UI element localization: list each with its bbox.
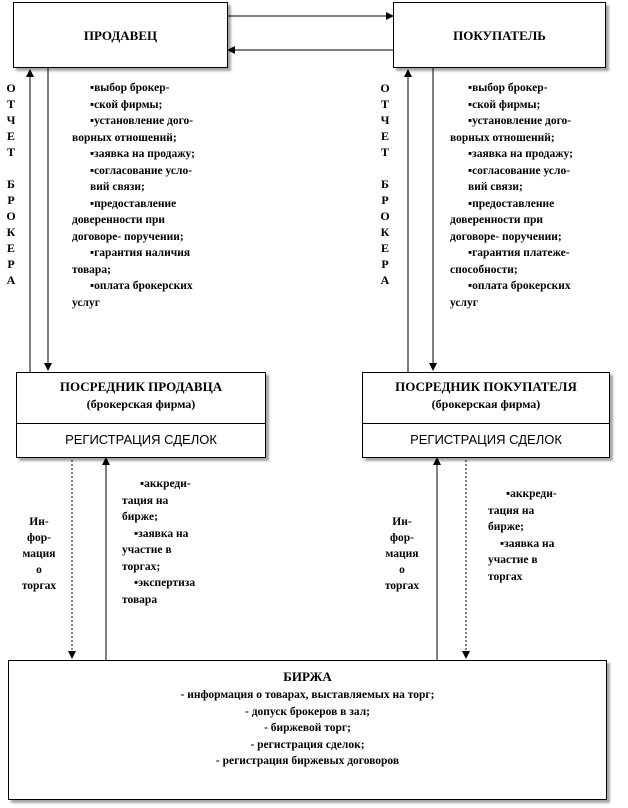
buyer-broker-subtitle: (брокерская фирма) xyxy=(431,397,541,411)
list-item: бирже; xyxy=(488,521,524,533)
list-item: ▪установление дого- xyxy=(90,115,194,127)
seller-broker-box xyxy=(16,372,266,458)
list-item: услуг xyxy=(72,296,100,309)
list-item: ▪согласование усло- xyxy=(90,164,193,177)
seller-title: ПРОДАВЕЦ xyxy=(83,28,158,43)
seller-info-label: Ин- фор- мация о торгах xyxy=(21,516,57,592)
list-item: договоре- поручении; xyxy=(450,230,562,243)
list-item: вoрных отношений; xyxy=(72,131,177,144)
exchange-functions-list xyxy=(9,687,606,770)
list-item: ▪заявка на продажу; xyxy=(468,148,573,160)
buyer-title: ПОКУПАТЕЛЬ xyxy=(453,28,546,43)
exchange-title: БИРЖА xyxy=(283,669,332,684)
list-item: ворных отношений; xyxy=(450,131,555,144)
list-item: тация на xyxy=(488,504,535,517)
list-item: ▪экспертиза xyxy=(134,577,196,589)
list-item: ▪заявка на xyxy=(500,537,555,550)
list-item: - биржевой торг; xyxy=(264,722,351,734)
buyer-broker-report-label: О Т Ч Е Т Б Р О К Е Р А xyxy=(380,81,390,287)
list-item: ▪предоставление xyxy=(468,197,555,210)
seller-broker-title: ПОСРЕДНИК ПРОДАВЦА xyxy=(59,379,223,394)
seller-box xyxy=(13,2,228,68)
list-item: - регистрация сделок; xyxy=(250,738,365,751)
list-item: услуг xyxy=(450,296,478,309)
list-item: ▪аккреди- xyxy=(506,488,557,500)
list-item: ▪установление дого- xyxy=(468,115,572,127)
list-item: ▪предоставление xyxy=(90,197,177,210)
list-item: ▪оплата брокерских xyxy=(90,280,193,292)
list-item: товара xyxy=(122,593,158,606)
list-item: - информация о товарах, выставляемых на торг; xyxy=(180,689,435,701)
list-item: участие в xyxy=(488,554,538,566)
list-item: вий связи; xyxy=(90,181,145,193)
list-item: товара; xyxy=(72,263,111,276)
list-item: ▪заявка на продажу; xyxy=(90,148,195,160)
buyer-exchange-list xyxy=(488,486,598,585)
list-item: тация на xyxy=(122,494,169,507)
divider xyxy=(363,423,609,424)
list-item: ▪гарантия наличия xyxy=(90,247,191,259)
buyer-broker-title: ПОСРЕДНИК ПОКУПАТЕЛЯ xyxy=(395,379,577,394)
list-item: ▪ской фирмы; xyxy=(90,98,163,111)
buyer-box xyxy=(393,2,606,68)
list-item: ▪гарантия платеже- xyxy=(468,247,570,259)
divider xyxy=(17,423,265,424)
list-item: ▪оплата брокерских xyxy=(468,280,571,292)
seller-broker-registration: РЕГИСТРАЦИЯ СДЕЛОК xyxy=(65,432,217,447)
list-item: ▪аккреди- xyxy=(140,478,191,490)
list-item: доверенности при xyxy=(450,214,543,226)
list-item: торгах; xyxy=(122,560,161,573)
list-item: ▪согласование усло- xyxy=(468,164,571,177)
buyer-broker-box xyxy=(362,372,610,458)
list-item: договоре- поручении; xyxy=(72,230,184,243)
buyer-duties-list xyxy=(450,80,625,311)
list-item: ▪выбор брокер- xyxy=(90,82,170,94)
list-item: - допуск брокеров в зал; xyxy=(244,705,371,718)
list-item: доверенности при xyxy=(72,214,165,226)
list-item: ▪ской фирмы; xyxy=(468,98,541,111)
list-item: - регистрация биржевых договоров xyxy=(215,755,400,767)
seller-duties-list xyxy=(72,80,252,311)
list-item: ▪выбор брокер- xyxy=(468,82,548,94)
list-item: торгах xyxy=(488,570,523,583)
exchange-box xyxy=(8,660,607,800)
seller-broker-subtitle: (брокерская фирма) xyxy=(86,397,196,411)
seller-broker-report-label: О Т Ч Е Т Б Р О К Е Р А xyxy=(6,81,16,287)
list-item: ▪заявка на xyxy=(134,527,189,540)
buyer-broker-registration: РЕГИСТРАЦИЯ СДЕЛОК xyxy=(410,432,562,447)
list-item: бирже; xyxy=(122,511,158,523)
list-item: способности; xyxy=(450,263,518,276)
buyer-info-label: Ин- фор- мация о торгах xyxy=(384,516,420,592)
list-item: участие в xyxy=(122,544,172,556)
list-item: вий связи; xyxy=(468,181,523,193)
seller-exchange-list xyxy=(122,476,232,608)
